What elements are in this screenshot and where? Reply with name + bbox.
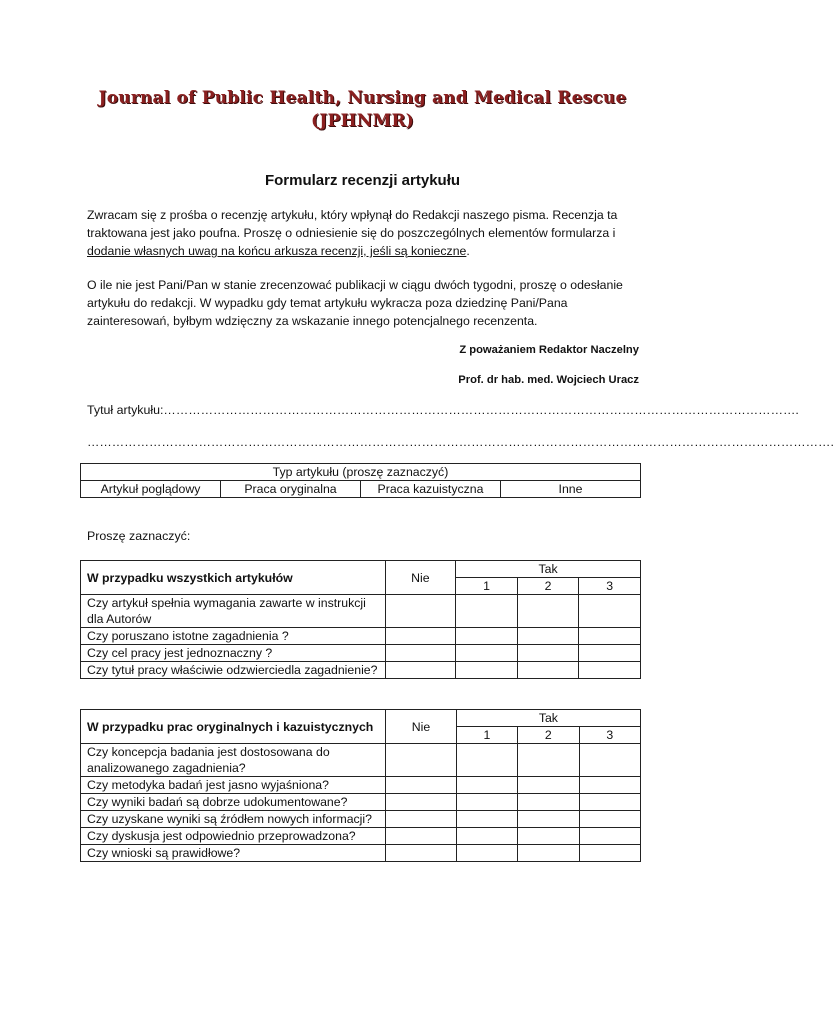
type-option-review[interactable]: Artykuł poglądowy: [81, 481, 221, 498]
table-row: [81, 828, 641, 845]
article-title-field[interactable]: Tytuł artykułu:……………………………………………………………………………………………………………………………………….: [87, 403, 799, 417]
no-column-header: Nie: [385, 561, 456, 595]
scale-3-header: 3: [579, 727, 640, 744]
answer-no-cell[interactable]: [385, 662, 456, 679]
answer-yes-3-cell[interactable]: [579, 645, 641, 662]
answer-yes-3-cell[interactable]: [579, 662, 641, 679]
intro-text: Zwracam się z prośba o recenzję artykułu, który wpłynął do Redakcji naszego pisma. Recenzja ta traktowana jest jako poufna. Proszę o odniesienie się do poszczególnych elementów formularza i: [87, 208, 618, 240]
answer-no-cell[interactable]: [386, 794, 457, 811]
answer-yes-2-cell[interactable]: [517, 645, 579, 662]
yes-column-header: Tak: [456, 710, 640, 727]
answer-no-cell[interactable]: [386, 845, 457, 862]
scale-3-header: 3: [579, 578, 641, 595]
scale-1-header: 1: [456, 578, 518, 595]
table-row: [81, 794, 641, 811]
signature-role: Z poważaniem Redaktor Naczelny: [459, 344, 639, 356]
answer-yes-3-cell[interactable]: [579, 828, 640, 845]
type-option-case-study[interactable]: Praca kazuistyczna: [361, 481, 501, 498]
answer-yes-3-cell[interactable]: [579, 777, 640, 794]
question-text: Czy uzyskane wyniki są źródłem nowych informacji?: [81, 811, 386, 828]
article-type-header: Typ artykułu (proszę zaznaczyć): [81, 464, 641, 481]
question-text: Czy cel pracy jest jednoznaczny ?: [81, 645, 386, 662]
answer-yes-3-cell[interactable]: [579, 811, 640, 828]
question-text: Czy tytuł pracy właściwie odzwierciedla zagadnienie?: [81, 662, 386, 679]
answer-yes-3-cell[interactable]: [579, 595, 641, 628]
instruction-text: Proszę zaznaczyć:: [87, 529, 191, 543]
answer-yes-1-cell[interactable]: [456, 645, 518, 662]
answer-yes-3-cell[interactable]: [579, 744, 640, 777]
table-row: [81, 662, 641, 679]
answer-yes-2-cell[interactable]: [518, 845, 579, 862]
answer-yes-1-cell[interactable]: [456, 595, 518, 628]
scale-2-header: 2: [517, 578, 579, 595]
answer-yes-2-cell[interactable]: [518, 794, 579, 811]
answer-yes-1-cell[interactable]: [456, 811, 517, 828]
answer-no-cell[interactable]: [385, 595, 456, 628]
table-row: [81, 811, 641, 828]
signature-name: Prof. dr hab. med. Wojciech Uracz: [458, 374, 639, 386]
journal-abbreviation: (JPHNMR): [310, 111, 415, 131]
question-text: Czy dyskusja jest odpowiednio przeprowadzona?: [81, 828, 386, 845]
yes-column-header: Tak: [456, 561, 641, 578]
form-title: Formularz recenzji artykułu: [264, 172, 461, 189]
answer-no-cell[interactable]: [385, 645, 456, 662]
question-text: Czy wnioski są prawidłowe?: [81, 845, 386, 862]
intro-paragraph-1: [87, 206, 639, 260]
answer-yes-2-cell[interactable]: [518, 744, 579, 777]
answer-yes-1-cell[interactable]: [456, 662, 518, 679]
answer-yes-3-cell[interactable]: [579, 794, 640, 811]
answer-no-cell[interactable]: [386, 744, 457, 777]
answer-yes-1-cell[interactable]: [456, 628, 518, 645]
answer-no-cell[interactable]: [386, 811, 457, 828]
no-column-header: Nie: [386, 710, 457, 744]
answer-yes-2-cell[interactable]: [518, 777, 579, 794]
intro-text-end: .: [466, 244, 470, 258]
article-title-continuation-field[interactable]: ……………………………………………………………………………………………………………………………………………………………….: [87, 435, 834, 449]
answer-yes-1-cell[interactable]: [456, 845, 517, 862]
question-text: Czy artykuł spełnia wymagania zawarte w instrukcji dla Autorów: [81, 595, 386, 628]
answer-yes-3-cell[interactable]: [579, 845, 640, 862]
table-row: [81, 744, 641, 777]
table-row: [81, 845, 641, 862]
answer-yes-2-cell[interactable]: [517, 662, 579, 679]
answer-yes-3-cell[interactable]: [579, 628, 641, 645]
answer-no-cell[interactable]: [385, 628, 456, 645]
all-articles-table: [80, 560, 641, 679]
scale-1-header: 1: [456, 727, 517, 744]
intro-paragraph-2: O ile nie jest Pani/Pan w stanie zrecenzować publikacji w ciągu dwóch tygodni, proszę o odesłanie artykułu do redakcji. W wypadku gdy temat artykułu wykracza poza dziedzinę Pani/Pana zainteresowań, byłbym wdzięczny za wskazanie innego potencjalnego recenzenta.: [87, 278, 623, 328]
question-text: Czy koncepcja badania jest dostosowana do analizowanego zagadnienia?: [81, 744, 386, 777]
question-text: Czy poruszano istotne zagadnienia ?: [81, 628, 386, 645]
answer-yes-1-cell[interactable]: [456, 777, 517, 794]
intro-underlined-text: dodanie własnych uwag na końcu arkusza recenzji, jeśli są konieczne: [87, 244, 467, 258]
table-row: [81, 595, 641, 628]
question-text: Czy wyniki badań są dobrze udokumentowane?: [81, 794, 386, 811]
type-option-original[interactable]: Praca oryginalna: [221, 481, 361, 498]
table-row: [81, 777, 641, 794]
type-option-other[interactable]: Inne: [501, 481, 641, 498]
answer-yes-1-cell[interactable]: [456, 744, 517, 777]
article-type-table: [80, 463, 641, 498]
answer-no-cell[interactable]: [386, 828, 457, 845]
answer-yes-1-cell[interactable]: [456, 794, 517, 811]
answer-yes-2-cell[interactable]: [517, 595, 579, 628]
answer-no-cell[interactable]: [386, 777, 457, 794]
scale-2-header: 2: [518, 727, 579, 744]
all-articles-header: W przypadku wszystkich artykułów: [81, 561, 386, 595]
answer-yes-1-cell[interactable]: [456, 828, 517, 845]
table-row: [81, 628, 641, 645]
table-row: [81, 645, 641, 662]
original-case-studies-header: W przypadku prac oryginalnych i kazuistycznych: [81, 710, 386, 744]
journal-title: Journal of Public Health, Nursing and Medical Rescue: [98, 88, 627, 108]
original-case-studies-table: [80, 709, 641, 862]
question-text: Czy metodyka badań jest jasno wyjaśniona?: [81, 777, 386, 794]
answer-yes-2-cell[interactable]: [518, 811, 579, 828]
answer-yes-2-cell[interactable]: [517, 628, 579, 645]
answer-yes-2-cell[interactable]: [518, 828, 579, 845]
